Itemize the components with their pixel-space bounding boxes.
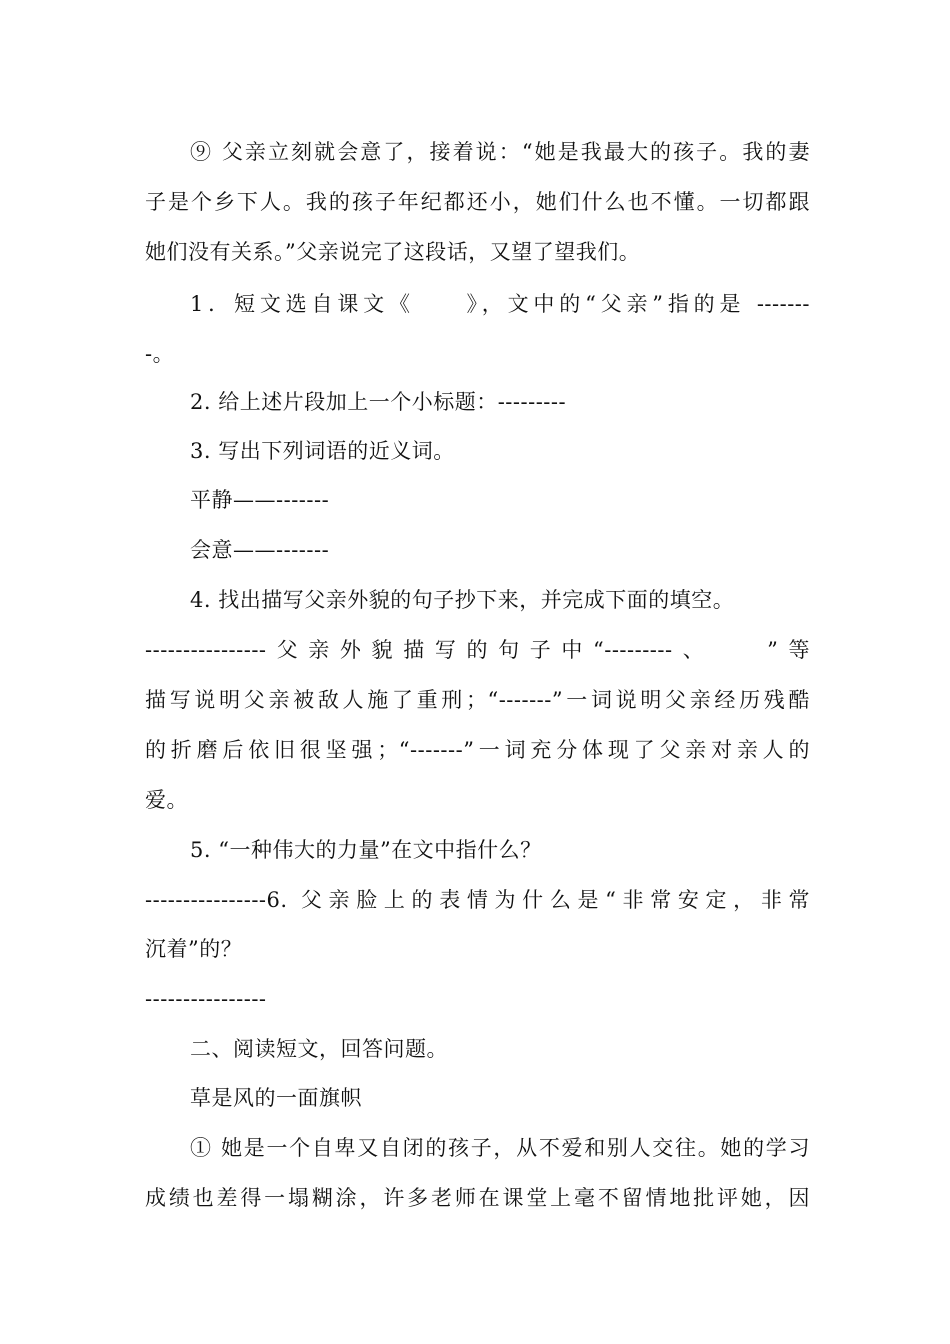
question-3-item-huiyi: 会意——------- <box>190 538 330 562</box>
paragraph-1-line-2: 成绩也差得一塌糊涂，许多老师在课堂上毫不留情地批评她，因 <box>145 1186 810 1210</box>
paragraph-9-line-3: 她们没有关系。”父亲说完了这段话，又望了望我们。 <box>145 240 641 264</box>
question-2: 2. 给上述片段加上一个小标题：--------- <box>190 390 567 414</box>
question-3-item-pingjing: 平静——------- <box>190 488 330 512</box>
question-6-answer-blank: ---------------- <box>145 987 267 1011</box>
question-4-line-3: 的折磨后依旧很坚强；“-------”一词充分体现了父亲对亲人的 <box>145 738 810 762</box>
question-4-line-1: ----------------父亲外貌描写的句子中“---------、 ”等 <box>145 638 810 662</box>
paragraph-9-line-2: 子是个乡下人。我的孩子年纪都还小，她们什么也不懂。一切都跟 <box>145 190 810 214</box>
question-4: 4. 找出描写父亲外貌的句子抄下来，并完成下面的填空。 <box>190 588 735 612</box>
question-6-line-2: 沉着”的？ <box>145 937 243 961</box>
paragraph-1-line-1: ① 她是一个自卑又自闭的孩子，从不爱和别人交往。她的学习 <box>190 1136 810 1160</box>
question-3: 3. 写出下列词语的近义词。 <box>190 439 455 463</box>
question-4-line-4: 爱。 <box>145 788 188 812</box>
question-1-line-1: 1．短文选自课文《 》，文中的“父亲”指的是 ------- <box>190 292 810 316</box>
question-1-line-2: -。 <box>145 342 175 366</box>
article-title: 草是风的一面旗帜 <box>190 1086 362 1110</box>
section-2-heading: 二、阅读短文，回答问题。 <box>190 1037 448 1061</box>
question-4-line-2: 描写说明父亲被敌人施了重刑；“-------”一词说明父亲经历残酷 <box>145 688 810 712</box>
question-6-line-1: ----------------6. 父亲脸上的表情为什么是“非常安定，非常 <box>145 888 810 912</box>
question-5: 5. “一种伟大的力量”在文中指什么？ <box>190 838 542 862</box>
paragraph-9-line-1: ⑨ 父亲立刻就会意了，接着说：“她是我最大的孩子。我的妻 <box>190 140 810 164</box>
